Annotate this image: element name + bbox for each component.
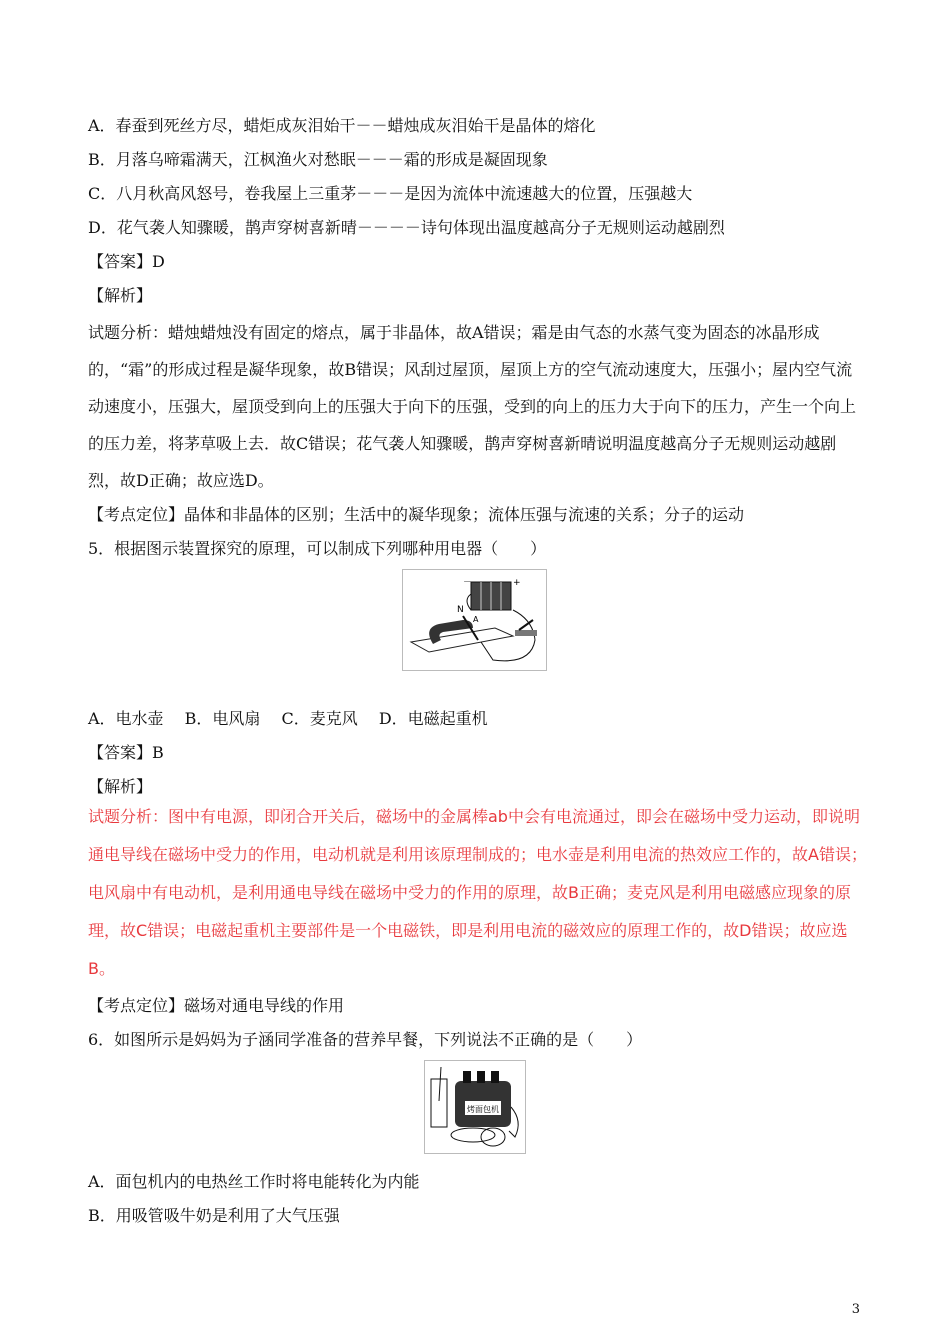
apparatus-drawing bbox=[403, 570, 546, 670]
q6-option-a: A．面包机内的电热丝工作时将电能转化为内能 bbox=[88, 1172, 420, 1191]
q5-answer: 【答案】B bbox=[88, 743, 164, 762]
q6-figure-breakfast bbox=[424, 1060, 526, 1154]
q5-options: A．电水壶 B．电风扇 C．麦克风 D．电磁起重机 bbox=[88, 709, 488, 728]
breakfast-drawing bbox=[425, 1061, 525, 1153]
n-label: N bbox=[457, 605, 464, 615]
plus-label: + bbox=[513, 578, 521, 588]
q4-option-a: A．春蚕到死丝方尽，蜡炬成灰泪始干－－蜡烛成灰泪始干是晶体的熔化 bbox=[88, 116, 596, 135]
q5-kaodian: 【考点定位】磁场对通电导线的作用 bbox=[88, 996, 345, 1015]
q5-analysis-label: 【解析】 bbox=[88, 777, 153, 796]
q4-analysis: 试题分析：蜡烛蜡烛没有固定的熔点，属于非晶体，故A错误；霜是由气态的水蒸气变为固态的冰晶形成的，“霜”的形成过程是凝华现象，故B错误；风刮过屋顶，屋顶上方的空气流动速度大，压强小；屋内空气流动速度小，压强大，屋顶受到向上的压强大于向下的压强，受到的向上的压力大于向下的压力，产生一个向上的压力差，将茅草吸上去．故C错误；花气袭人知骤暖，鹊声穿树喜新晴说明温度越高分子无规则运动越剧烈，故D正确；故应选D。 bbox=[88, 323, 857, 490]
minus-label: － bbox=[463, 578, 473, 588]
a-label: A bbox=[473, 615, 479, 624]
q4-option-b: B．月落乌啼霜满天，江枫渔火对愁眠－－－霜的形成是凝固现象 bbox=[88, 150, 548, 169]
q4-kaodian: 【考点定位】晶体和非晶体的区别；生活中的凝华现象；流体压强与流速的关系；分子的运动 bbox=[88, 505, 745, 524]
page-number: 3 bbox=[851, 1302, 860, 1317]
q4-analysis-label: 【解析】 bbox=[88, 286, 153, 305]
q5-analysis: 试题分析：图中有电源，即闭合开关后，磁场中的金属棒ab中会有电流通过，即会在磁场中受力运动，即说明通电导线在磁场中受力的作用，电动机就是利用该原理制成的；电水壶是利用电流的热效应工作的，故A错误；电风扇中有电动机，是利用通电导线在磁场中受力的作用的原理，故B正确；麦克风是利用电磁感应现象的原理，故C错误；电磁起重机主要部件是一个电磁铁，即是利用电流的磁效应的原理工作的，故D错误；故应选B。 bbox=[88, 807, 867, 978]
toaster-label: 烤面包机 bbox=[467, 1105, 499, 1114]
q5-question: 5．根据图示装置探究的原理，可以制成下列哪种用电器（ ） bbox=[88, 539, 547, 558]
q6-question: 6．如图所示是妈妈为子涵同学准备的营养早餐，下列说法不正确的是（ ） bbox=[88, 1030, 643, 1049]
q4-option-c: C．八月秋高风怒号，卷我屋上三重茅－－－是因为流体中流速越大的位置，压强越大 bbox=[88, 184, 693, 203]
q5-figure-motor-apparatus bbox=[402, 569, 547, 671]
q4-option-d: D．花气袭人知骤暖，鹊声穿树喜新晴－－－－诗句体现出温度越高分子无规则运动越剧烈 bbox=[88, 218, 725, 237]
q6-option-b: B．用吸管吸牛奶是利用了大气压强 bbox=[88, 1206, 340, 1225]
q4-answer: 【答案】D bbox=[88, 252, 165, 271]
